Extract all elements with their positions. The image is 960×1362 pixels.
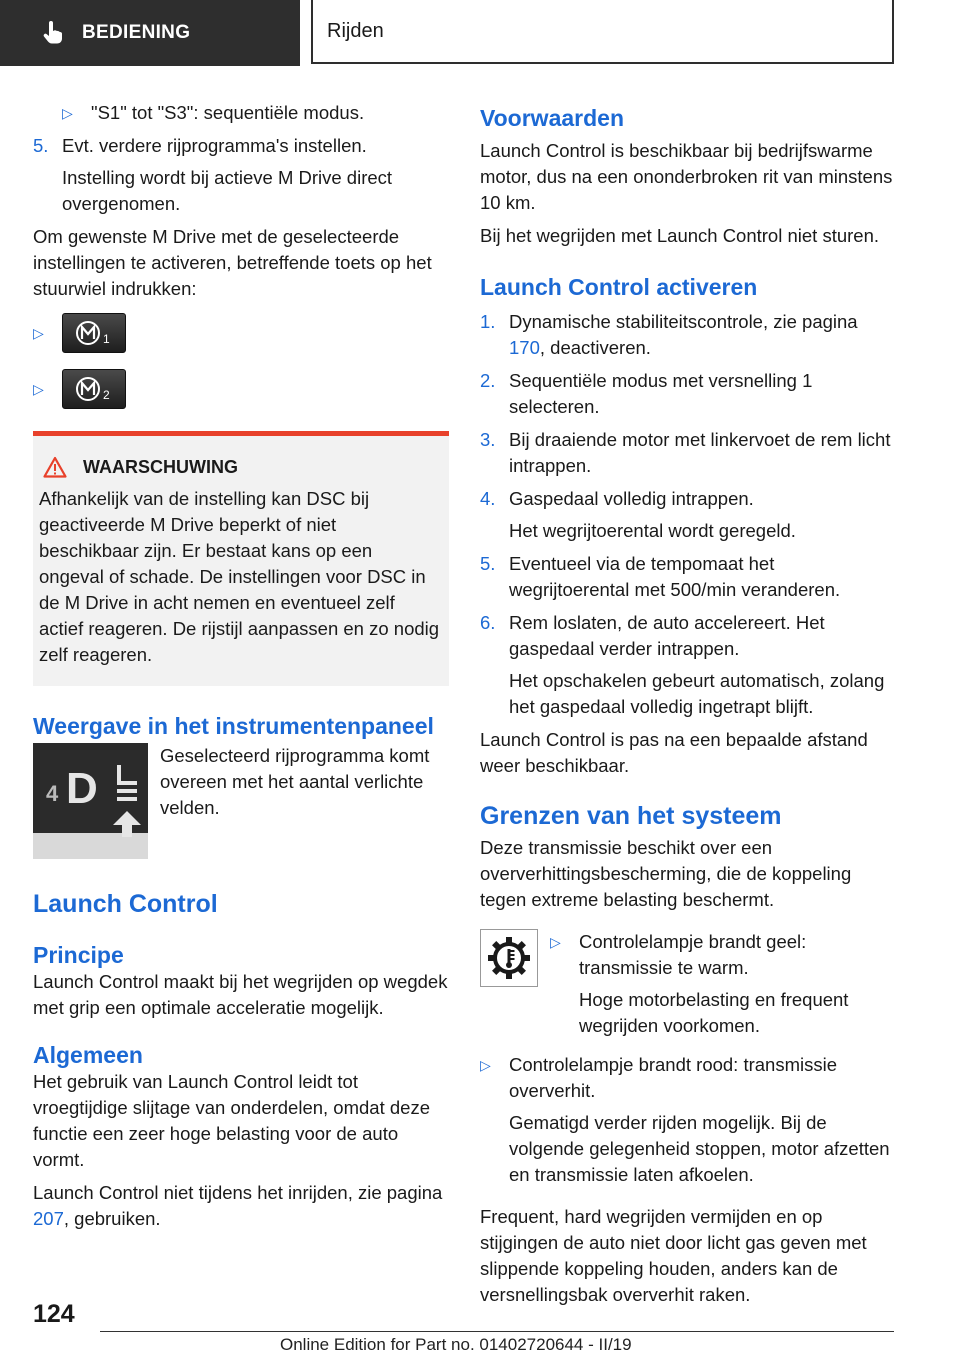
chapter-box — [311, 0, 894, 64]
list-item: ▷ Controlelampje brandt geel: transmissie te warm. — [550, 929, 896, 981]
svg-text:4: 4 — [46, 781, 59, 806]
principe-heading: Principe — [33, 942, 124, 968]
note-text: Het wegrijtoerental wordt geregeld. — [509, 520, 796, 541]
final-text: Frequent, hard wegrijden vermijden en op stijgingen de auto niet door licht gas geven met slippende koppeling houden, anders kan de versnellingsbak oververhit raken. — [480, 1206, 867, 1305]
note-text: Instelling wordt bij actieve M Drive direct overgenomen. — [62, 167, 393, 214]
grenzen-heading: Grenzen van het systeem — [480, 802, 782, 830]
list-item: ▷ "S1" tot "S3": sequentiële modus. — [33, 100, 449, 126]
list-item: 4. Gaspedaal volledig intrappen. — [480, 488, 754, 509]
warning-title: WAARSCHUWING — [39, 456, 441, 478]
algemeen-text: Het gebruik van Launch Control leidt tot vroegtijdige slijtage van onderdelen, omdat deze functie een zeer hoge belasting voor de auto vormt. — [33, 1071, 430, 1170]
list-item: 6. Rem loslaten, de auto accelereert. Het gaspedaal verder intrappen. — [480, 612, 825, 659]
footer-edition: Online Edition for Part no. 01402720644 - II/19 — [280, 1335, 632, 1354]
note-text: Het opschakelen gebeurt automatisch, zolang het gaspedaal volledig ingetrapt blijft. — [509, 670, 885, 717]
list-item: 2. Sequentiële modus met versnelling 1 selecteren. — [480, 370, 813, 417]
svg-text:D: D — [66, 764, 98, 813]
triangle-bullet-icon: ▷ — [33, 381, 44, 397]
page-link[interactable]: 207 — [33, 1208, 64, 1229]
list-item: ▷ Controlelampje brandt rood: transmissie oververhit. — [480, 1052, 896, 1104]
pointing-hand-icon — [40, 20, 66, 46]
principe-text: Launch Control maakt bij het wegrijden op wegdek met grip een optimale acceleratie mogelijk. — [33, 971, 448, 1018]
triangle-bullet-icon: ▷ — [33, 325, 44, 341]
voorwaarden-text: Launch Control is beschikbaar bij bedrijfswarme motor, dus na een ononderbroken rit van minstens 10 km. — [480, 140, 893, 213]
page-number: 124 — [33, 1300, 75, 1328]
list-item: 3. Bij draaiende motor met linkervoet de rem licht intrappen. — [480, 429, 891, 476]
steps-list — [480, 309, 896, 720]
triangle-bullet-icon: ▷ — [480, 1057, 491, 1073]
warning-text: Afhankelijk van de instelling kan DSC bij geactiveerde M Drive beperkt of niet beschikbaar zijn. Er bestaat kans op een ongeval of schade. De instellingen voor DSC in de M Drive in acht nemen en eventueel zelf actief reageren. De rijstijl aanpassen en zo nodig zelf reageren. — [39, 488, 440, 665]
right-column — [480, 104, 896, 1308]
section-tab — [0, 0, 300, 66]
transmission-temperature-icon — [480, 929, 538, 987]
list-item: 5. Eventueel via de tempomaat het wegrijtoerental met 500/min veranderen. — [480, 553, 841, 600]
warning-box — [33, 431, 449, 686]
section-title: BEDIENING — [82, 22, 191, 43]
triangle-bullet-icon: ▷ — [62, 105, 73, 121]
m2-button-icon — [62, 369, 126, 409]
weergave-section — [33, 743, 449, 859]
left-column — [33, 100, 449, 1232]
list-item: 5. Evt. verdere rijprogramma's instellen. — [33, 135, 367, 156]
page-link[interactable]: 170 — [509, 337, 540, 358]
svg-text:1: 1 — [103, 332, 110, 346]
intro-text: Om gewenste M Drive met de geselecteerde instellingen te activeren, betreffende toets op het stuurwiel indrukken: — [33, 226, 432, 299]
note-text: Gematigd verder rijden mogelijk. Bij de volgende gelegenheid stoppen, motor afzetten en transmissie laten afkoelen. — [509, 1112, 890, 1185]
svg-text:2: 2 — [103, 388, 110, 402]
inrijden-text: Launch Control niet tijdens het inrijden, zie pagina 207, gebruiken. — [33, 1182, 443, 1229]
instrument-display-image — [33, 743, 148, 859]
weergave-heading: Weergave in het instrumentenpaneel — [33, 713, 434, 739]
yellow-lamp-section — [480, 929, 896, 1046]
launch-control-heading: Launch Control — [33, 890, 218, 918]
list-item — [33, 365, 449, 413]
algemeen-heading: Algemeen — [33, 1042, 143, 1068]
activeren-heading: Launch Control activeren — [480, 274, 758, 300]
chapter-title: Rijden — [327, 19, 384, 42]
note-text: Hoge motorbelasting en frequent wegrijden voorkomen. — [579, 989, 849, 1036]
warning-triangle-icon — [43, 456, 67, 478]
after-text: Launch Control is pas na een bepaalde afstand weer beschikbaar. — [480, 729, 868, 776]
triangle-bullet-icon: ▷ — [550, 934, 561, 950]
voorwaarden-text-2: Bij het wegrijden met Launch Control niet sturen. — [480, 225, 879, 246]
footer-divider — [100, 1331, 894, 1332]
m1-button-icon — [62, 313, 126, 353]
grenzen-text: Deze transmissie beschikt over een oververhittingsbescherming, die de koppeling tegen extreme belasting beschermt. — [480, 837, 852, 910]
weergave-text: Geselecteerd rijprogramma komt overeen met het aantal verlichte velden. — [160, 745, 430, 818]
list-item — [33, 309, 449, 357]
voorwaarden-heading: Voorwaarden — [480, 105, 624, 131]
list-item: 1. Dynamische stabiliteitscontrole, zie pagina 170, deactiveren. — [480, 311, 858, 358]
